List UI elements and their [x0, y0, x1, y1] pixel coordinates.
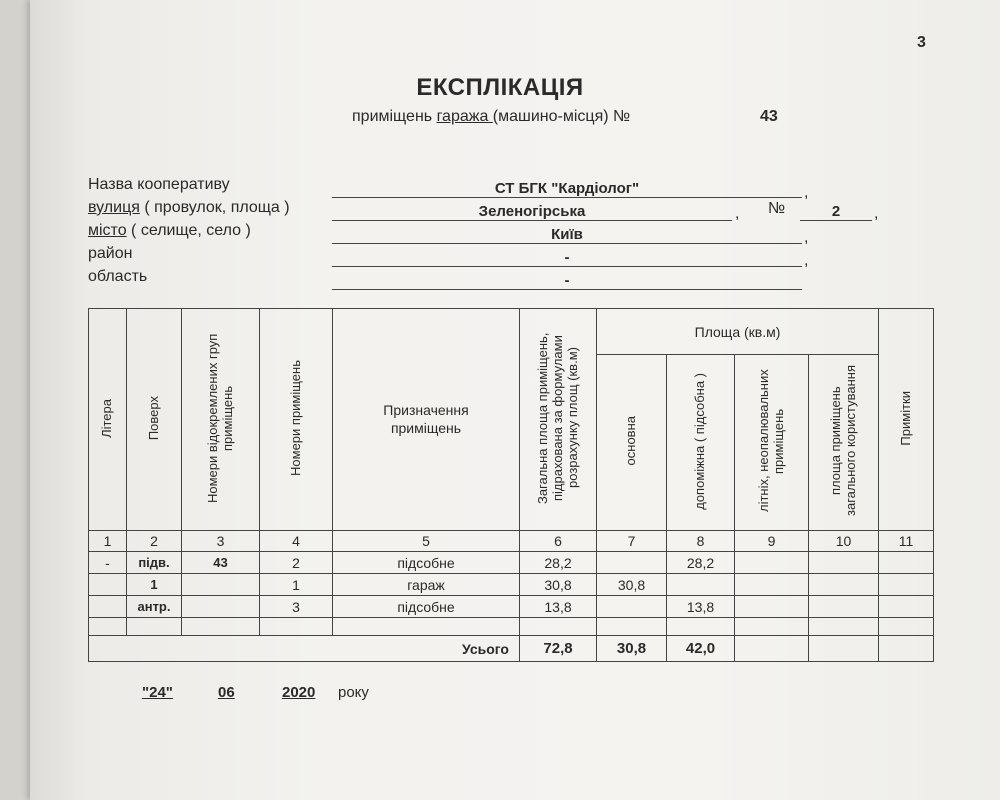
cooperative-label: Назва кооперативу — [88, 176, 230, 193]
street-label-underlined: вулиця — [88, 199, 140, 216]
comma: , — [735, 205, 740, 222]
total-auxiliary-value: 42,0 — [667, 636, 735, 662]
column-number: 5 — [333, 531, 520, 552]
street-number-value: 2 — [831, 203, 841, 220]
table-row — [89, 596, 934, 618]
cell-common — [809, 574, 879, 596]
table-row — [89, 552, 934, 574]
cell-floor: 1 — [127, 574, 182, 596]
column-number: 6 — [520, 531, 597, 552]
cell-notes — [879, 596, 934, 618]
cell-purpose: підсобне — [333, 552, 520, 574]
header-summer: літніх, неопалювальних приміщень — [735, 355, 809, 531]
cell-notes — [879, 574, 934, 596]
street-number-line — [800, 220, 872, 221]
street-label-rest: ( провулок, площа ) — [139, 199, 290, 216]
column-number: 4 — [260, 531, 333, 552]
cell-notes — [879, 552, 934, 574]
column-number: 7 — [597, 531, 667, 552]
header-area-group: Площа (кв.м) — [597, 309, 879, 355]
total-label: Усього — [89, 636, 520, 662]
header-main: основна — [597, 355, 667, 531]
header-litera: Літера — [89, 309, 127, 531]
cell-empty — [667, 618, 735, 636]
cell-empty — [809, 618, 879, 636]
table-row — [89, 574, 934, 596]
street-number-label: № — [768, 200, 786, 217]
cell-empty — [735, 618, 809, 636]
comma: , — [804, 252, 809, 269]
total-area-value: 72,8 — [520, 636, 597, 662]
cell-common — [809, 596, 879, 618]
cell-group-number — [182, 596, 260, 618]
subtitle-prefix: приміщень — [352, 108, 437, 125]
cell-purpose: підсобне — [333, 596, 520, 618]
header-purpose: Призначення приміщень — [333, 309, 520, 531]
header-floor: Поверх — [127, 309, 182, 531]
total-main-value: 30,8 — [597, 636, 667, 662]
cell-total-area: 30,8 — [520, 574, 597, 596]
date-suffix: року — [338, 684, 369, 701]
cell-room-number: 2 — [260, 552, 333, 574]
district-value: - — [564, 249, 570, 266]
street-value: Зеленогірська — [478, 203, 586, 220]
cell-purpose: гараж — [333, 574, 520, 596]
table-row-empty — [89, 618, 934, 636]
cell-empty — [260, 618, 333, 636]
cell-room-number: 1 — [260, 574, 333, 596]
district-label: район — [88, 245, 133, 262]
city-label-underlined: місто — [88, 222, 127, 239]
column-number: 8 — [667, 531, 735, 552]
cell-empty — [89, 618, 127, 636]
street-label — [88, 199, 290, 217]
document-subtitle — [352, 108, 630, 126]
column-number: 9 — [735, 531, 809, 552]
total-row — [89, 636, 934, 662]
column-number: 2 — [127, 531, 182, 552]
cooperative-value: СТ БГК "Кардіолог" — [494, 180, 640, 197]
cell-group-number: 43 — [182, 552, 260, 574]
cell-auxiliary: 13,8 — [667, 596, 735, 618]
region-label: область — [88, 268, 148, 285]
date-day: "24" — [142, 684, 173, 701]
header-common: площа приміщень загального користування — [809, 355, 879, 531]
cell-floor: підв. — [127, 552, 182, 574]
cell-empty — [879, 636, 934, 662]
cell-total-area: 13,8 — [520, 596, 597, 618]
region-line — [332, 289, 802, 290]
cell-room-number: 3 — [260, 596, 333, 618]
cell-common — [809, 552, 879, 574]
comma: , — [804, 184, 809, 201]
cell-summer — [735, 574, 809, 596]
header-notes: Примітки — [879, 309, 934, 531]
cell-empty — [735, 636, 809, 662]
column-number: 10 — [809, 531, 879, 552]
district-line — [332, 266, 802, 267]
cell-main: 30,8 — [597, 574, 667, 596]
cell-empty — [333, 618, 520, 636]
city-line — [332, 243, 802, 244]
cell-litera — [89, 574, 127, 596]
header-group-numbers: Номери відокремлених груп приміщень — [182, 309, 260, 531]
cell-empty — [182, 618, 260, 636]
city-label-rest: ( селище, село ) — [126, 222, 251, 239]
column-number: 1 — [89, 531, 127, 552]
cell-empty — [127, 618, 182, 636]
cell-summer — [735, 596, 809, 618]
column-number: 3 — [182, 531, 260, 552]
cell-empty — [879, 618, 934, 636]
date-month: 06 — [218, 684, 235, 701]
cell-auxiliary: 28,2 — [667, 552, 735, 574]
cell-floor: антр. — [127, 596, 182, 618]
cell-summer — [735, 552, 809, 574]
cell-total-area: 28,2 — [520, 552, 597, 574]
cell-empty — [520, 618, 597, 636]
cooperative-line — [332, 197, 802, 198]
cell-empty — [809, 636, 879, 662]
cell-auxiliary — [667, 574, 735, 596]
cell-litera — [89, 596, 127, 618]
explication-table — [88, 308, 934, 662]
city-value: Київ — [551, 226, 583, 243]
date-year: 2020 — [282, 684, 316, 701]
cell-main — [597, 552, 667, 574]
region-value: - — [564, 272, 570, 289]
header-total-area: Загальна площа приміщень, підрахована за формулами розрахунку площ (кв.м) — [520, 309, 597, 531]
comma: , — [804, 229, 809, 246]
column-number-row — [89, 531, 934, 552]
garage-number: 43 — [760, 108, 778, 125]
column-number: 11 — [879, 531, 934, 552]
cell-main — [597, 596, 667, 618]
comma: , — [874, 205, 879, 222]
cell-group-number — [182, 574, 260, 596]
subtitle-garage: гаража — [436, 108, 493, 125]
page-number: 3 — [917, 34, 926, 51]
document-title: ЕКСПЛІКАЦІЯ — [416, 74, 584, 101]
street-line — [332, 220, 732, 221]
subtitle-rest: (машино-місця) № — [492, 108, 631, 125]
city-label — [88, 222, 251, 240]
header-auxiliary: допоміжна ( підсобна ) — [667, 355, 735, 531]
header-room-numbers: Номери приміщень — [260, 309, 333, 531]
cell-empty — [597, 618, 667, 636]
cell-litera: - — [89, 552, 127, 574]
